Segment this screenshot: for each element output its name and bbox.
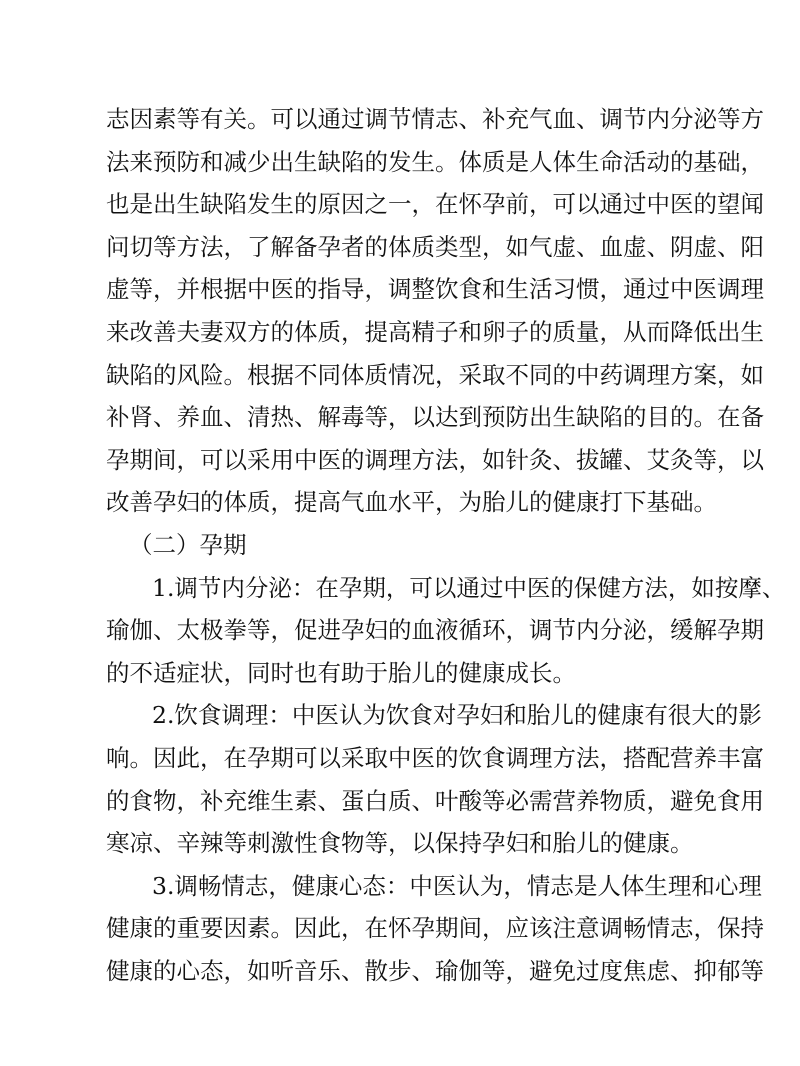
text-line: 寒凉、辛辣等刺激性食物等，以保持孕妇和胎儿的健康。 [106, 829, 694, 858]
section-heading: （二）孕期 [129, 530, 247, 559]
text-line: 的不适症状，同时也有助于胎儿的健康成长。 [106, 658, 576, 687]
text-line: 法来预防和减少出生缺陷的发生。体质是人体生命活动的基础， [106, 147, 764, 176]
text-line: 孕期间，可以采用中医的调理方法，如针灸、拔罐、艾灸等，以 [106, 445, 764, 474]
text-line: 3.调畅情志，健康心态：中医认为，情志是人体生理和心理 [152, 871, 762, 900]
paragraph-item-1 [106, 573, 786, 687]
text-line: 虚等，并根据中医的指导，调整饮食和生活习惯，通过中医调理 [106, 275, 764, 304]
text-line: 志因素等有关。可以通过调节情志、补充气血、调节内分泌等方 [106, 105, 764, 133]
text-line: 的食物，补充维生素、蛋白质、叶酸等必需营养物质，避免食用 [106, 786, 764, 815]
text-line: 来改善夫妻双方的体质，提高精子和卵子的质量，从而降低出生 [106, 317, 764, 346]
text-line: 2.饮食调理：中医认为饮食对孕妇和胎儿的健康有很大的影 [152, 701, 762, 730]
text-line: 问切等方法，了解备孕者的体质类型，如气虚、血虚、阴虚、阳 [106, 232, 764, 261]
text-line: 健康的重要因素。因此，在怀孕期间，应该注意调畅情志，保持 [106, 914, 764, 943]
paragraph-item-3 [106, 871, 764, 985]
text-line: 补肾、养血、清热、解毒等，以达到预防出生缺陷的目的。在备 [106, 403, 764, 432]
text-line: 瑜伽、太极拳等，促进孕妇的血液循环，调节内分泌，缓解孕期 [106, 616, 764, 645]
text-line: 改善孕妇的体质，提高气血水平，为胎儿的健康打下基础。 [106, 488, 717, 517]
text-line: 也是出生缺陷发生的原因之一，在怀孕前，可以通过中医的望闻 [106, 190, 764, 219]
paragraph-item-2 [106, 701, 764, 858]
text-line: 缺陷的风险。根据不同体质情况，采取不同的中药调理方案，如 [106, 360, 764, 389]
paragraph-constitution [106, 105, 764, 517]
document-body [106, 105, 786, 1002]
text-line: 1.调节内分泌：在孕期，可以通过中医的保健方法，如按摩、 [152, 573, 786, 602]
text-line: 健康的心态，如听音乐、散步、瑜伽等，避免过度焦虑、抑郁等 [106, 956, 764, 985]
text-line: 响。因此，在孕期可以采取中医的饮食调理方法，搭配营养丰富 [106, 743, 764, 772]
